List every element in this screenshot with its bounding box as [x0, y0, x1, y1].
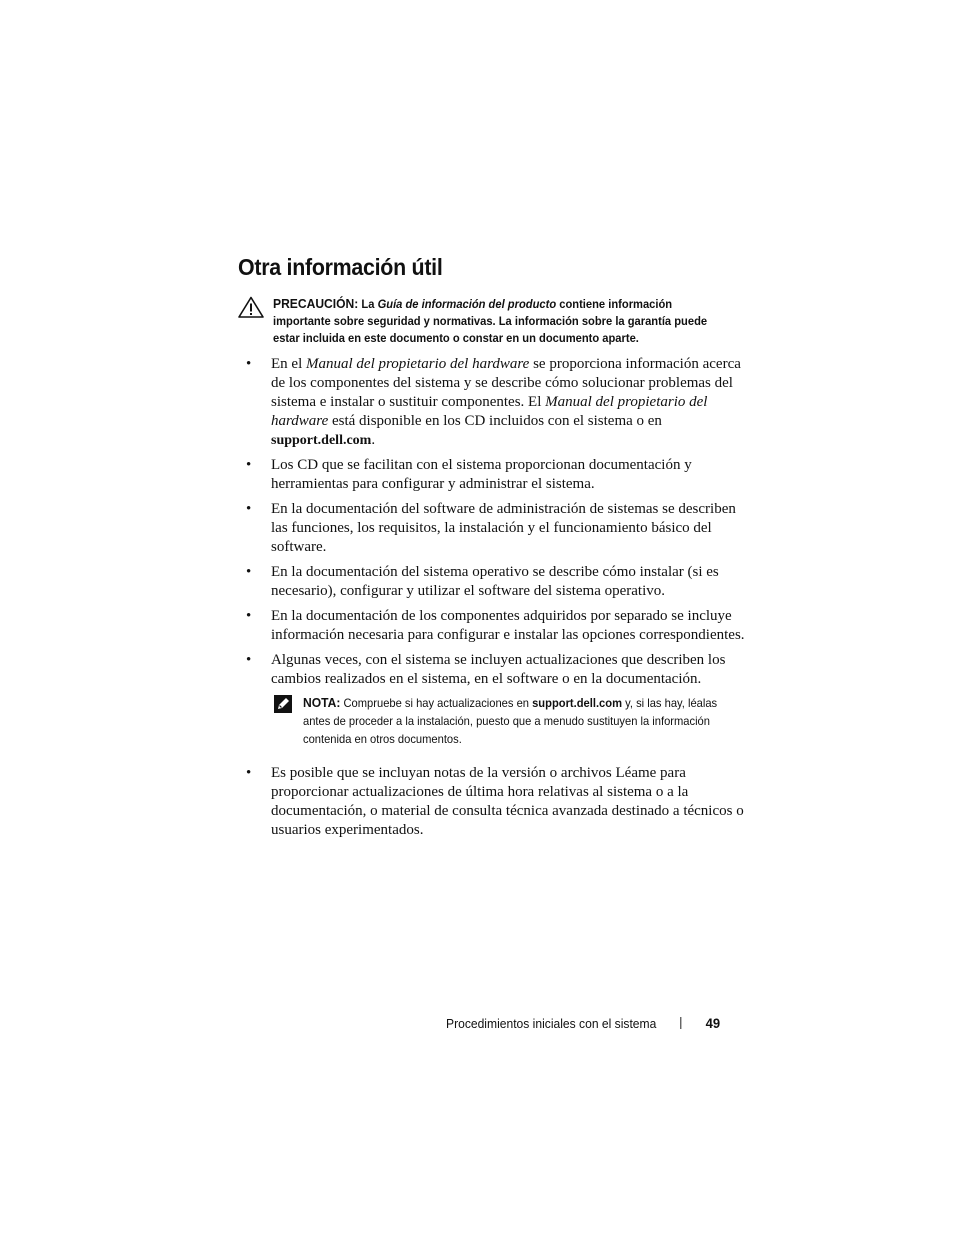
list-item: • Es posible que se incluyan notas de la versión o archivos Léame para proporcionar actualizaciones de última hora relativas al sistema o a la documentación, o material de consulta técnica avanzada destinado a técnicos o usuarios experimentados.	[246, 765, 744, 838]
page-footer	[446, 1015, 720, 1031]
caution-text	[273, 295, 710, 347]
page-number: 49	[705, 1015, 721, 1031]
note-text: NOTA: Compruebe si hay actualizaciones en support.dell.com y, si las hay, léalas antes de proceder a la instalación, puesto que a menudo sustituyen la información contenida en otros documentos.	[303, 695, 718, 746]
note-pencil-icon	[273, 694, 293, 714]
list-item: • En la documentación del software de administración de sistemas se describen las funciones, los requisitos, la instalación y el funcionamiento básico del software.	[246, 501, 736, 555]
warning-triangle-icon	[238, 296, 264, 318]
caution-label: PRECAUCIÓN:	[273, 296, 359, 311]
caution-pre: La	[361, 297, 375, 311]
support-link[interactable]: support.dell.com	[271, 433, 372, 448]
list-item: • Los CD que se facilitan con el sistema proporcionan documentación y herramientas para configurar y administrar el sistema.	[246, 457, 692, 492]
note-support-link[interactable]: support.dell.com	[532, 696, 623, 710]
note-label: NOTA:	[303, 695, 341, 710]
page-heading: Otra información útil	[238, 254, 443, 280]
list-item: • En la documentación del sistema operativo se describe cómo instalar (si es necesario), configurar y utilizar el software del sistema operativo.	[246, 564, 719, 599]
list-item: • En la documentación de los componentes adquiridos por separado se incluye información necesaria para configurar e instalar las opciones correspondientes.	[246, 608, 745, 643]
note-notice	[271, 694, 748, 758]
footer-section-title: Procedimientos iniciales con el sistema	[446, 1016, 657, 1031]
caution-guide-title: Guía de información del producto	[377, 297, 557, 311]
footer-divider	[681, 1017, 682, 1029]
list-item: • Algunas veces, con el sistema se incluyen actualizaciones que describen los cambios realizados en el sistema, en el software o en la documentación.	[246, 652, 726, 687]
list-item: • En el Manual del propietario del hardware se proporciona información acerca de los componentes del sistema y se describe cómo solucionar problemas del sistema e instalar o sustituir componentes. El Manual del propietario del hardware está disponible en los CD incluidos con el sistema o en support.dell.com.	[246, 356, 741, 448]
info-list	[238, 355, 748, 846]
caution-body: contiene información importante sobre seguridad y normativas. La información sobre la garantía puede estar incluida en este documento o constar en un documento aparte.	[273, 297, 708, 345]
